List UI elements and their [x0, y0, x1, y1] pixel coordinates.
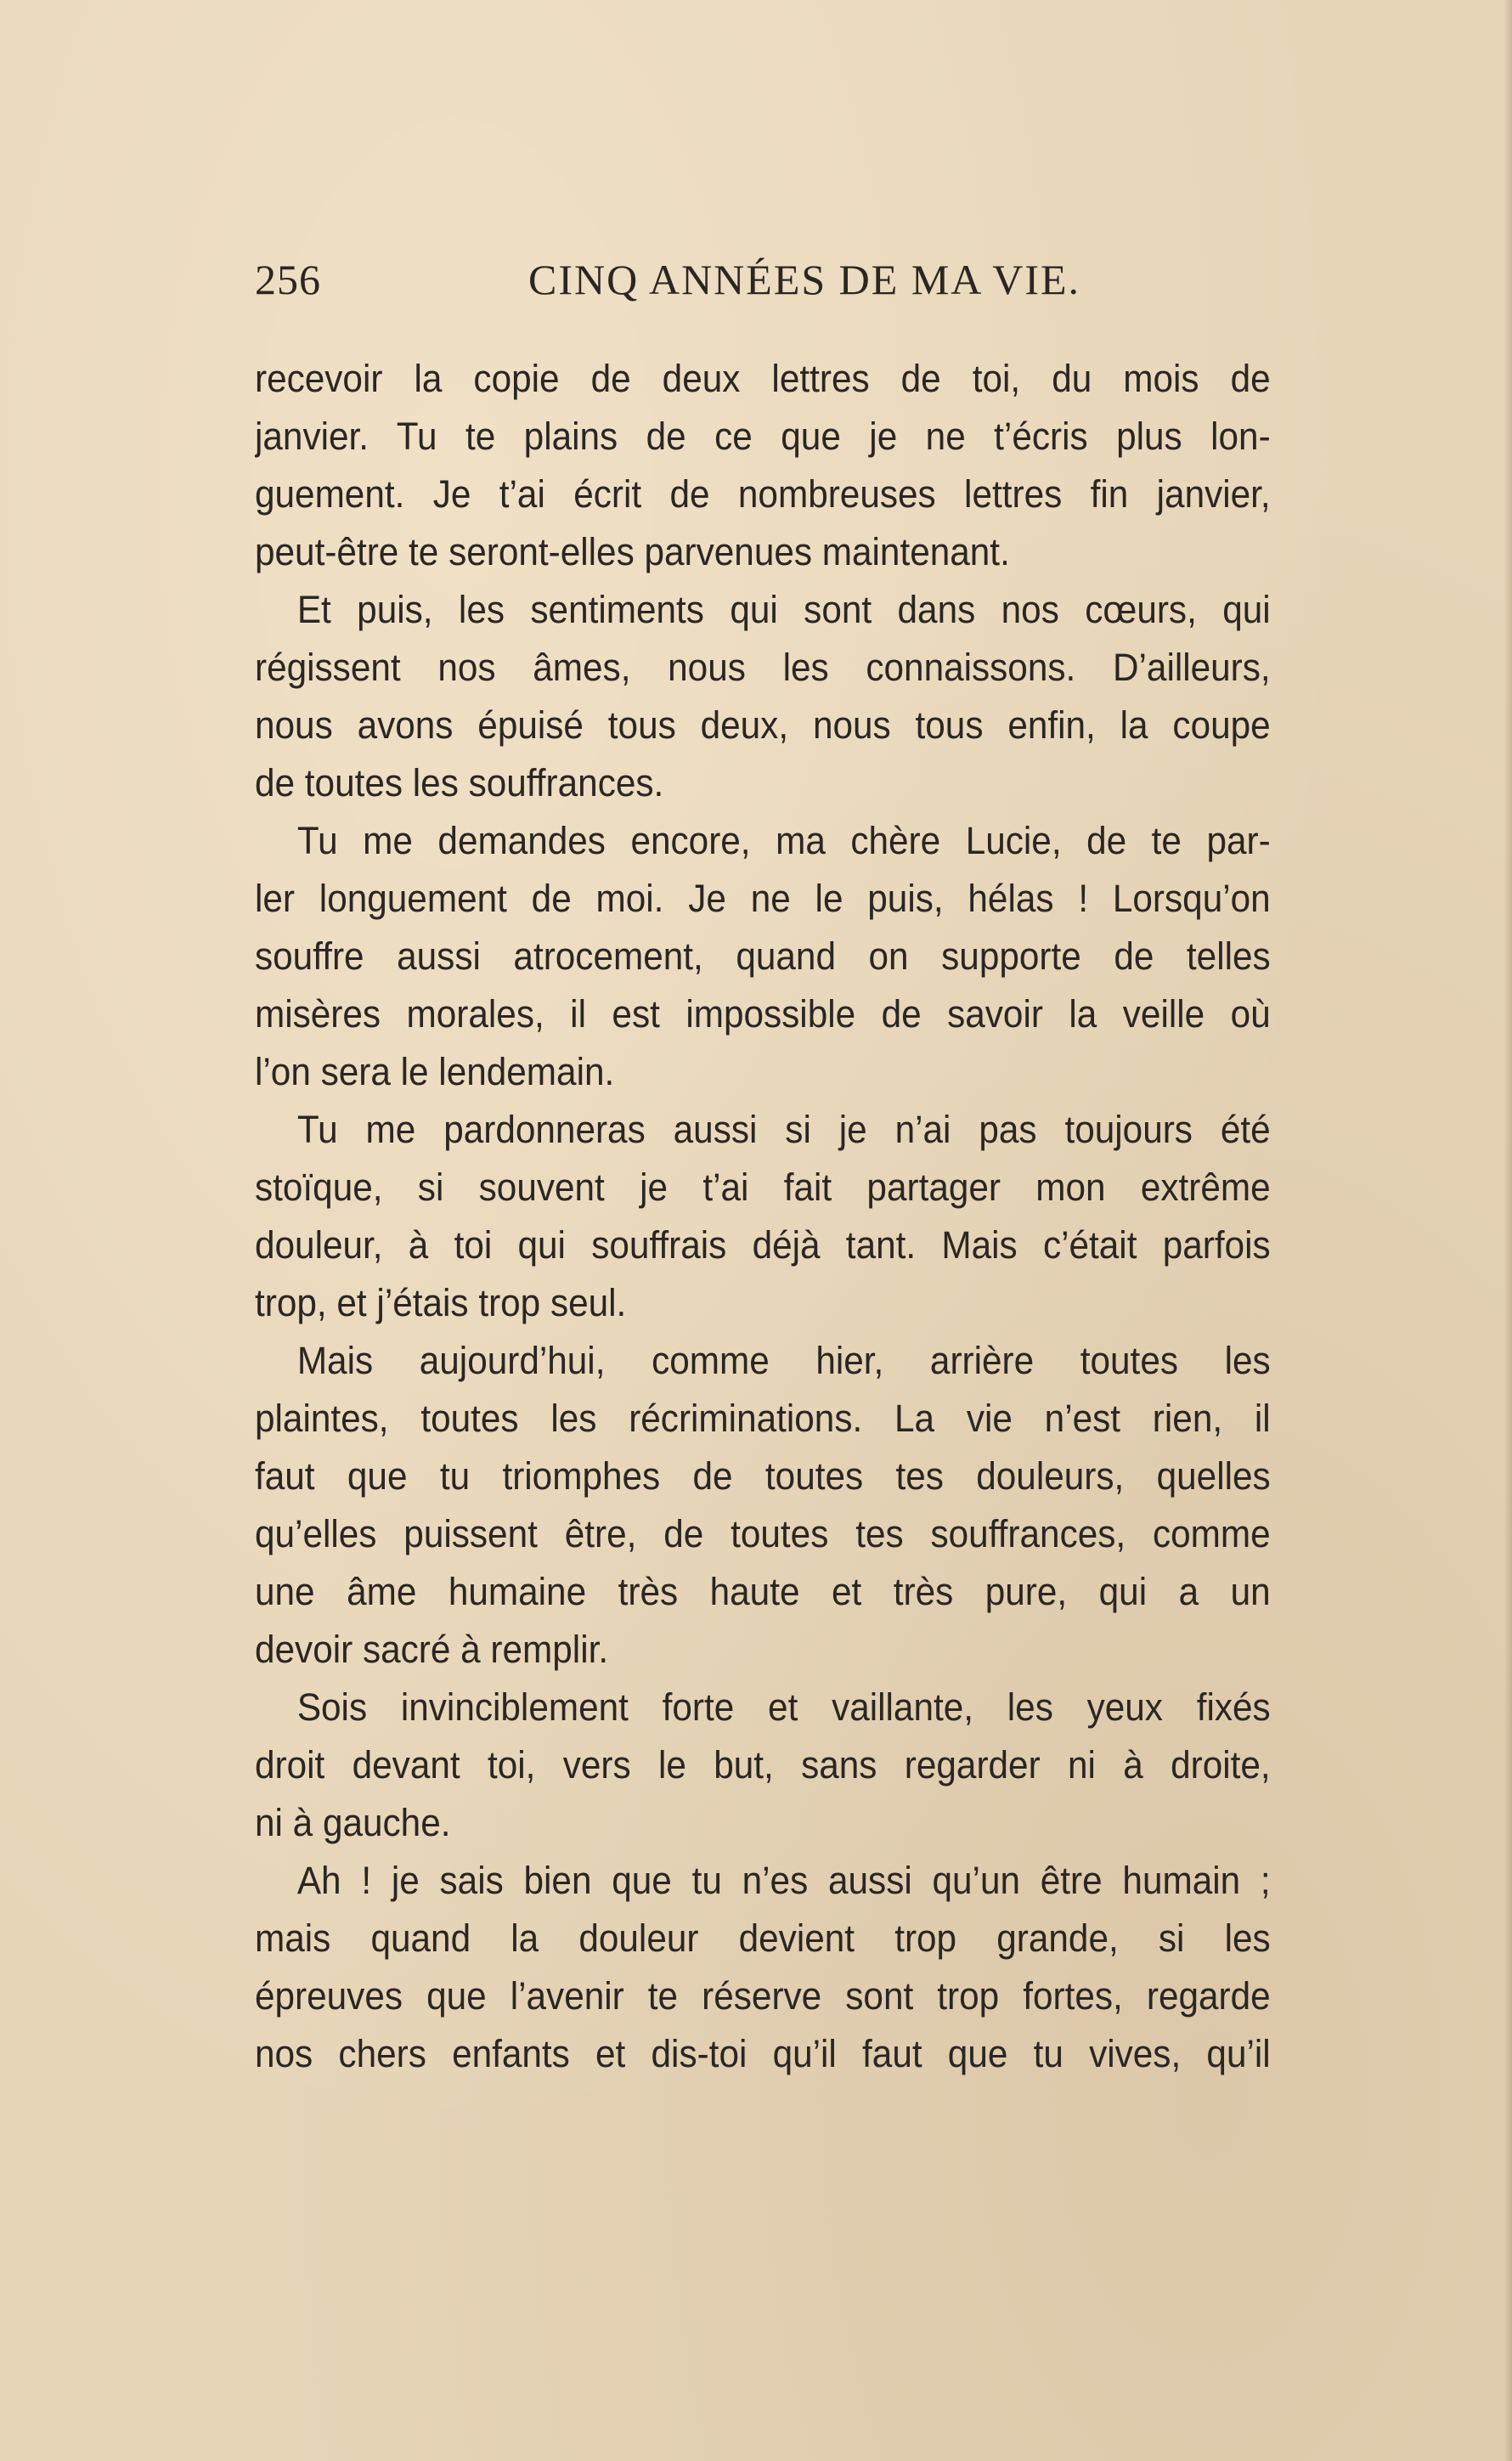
- text-line: souffre aussi atrocement, quand on supporte de telles: [255, 934, 1271, 978]
- text-line: Tu me pardonneras aussi si je n’ai pas toujours été: [296, 1108, 1271, 1151]
- text-line: Tu me demandes encore, ma chère Lucie, de te par-: [296, 819, 1271, 862]
- text-line: guement. Je t’ai écrit de nombreuses lettres fin janvier,: [255, 472, 1271, 516]
- text-line: droit devant toi, vers le but, sans regarder ni à droite,: [255, 1743, 1271, 1786]
- running-title: CINQ ANNÉES DE MA VIE.: [528, 256, 1081, 303]
- running-header: [255, 255, 1335, 306]
- text-line: misères morales, il est impossible de savoir la veille où: [255, 992, 1271, 1036]
- page-edge: [1504, 0, 1512, 2461]
- text-line: l’on sera le lendemain.: [255, 1050, 615, 1093]
- text-line: Et puis, les sentiments qui sont dans nos cœurs, qui: [296, 588, 1271, 631]
- text-line: nos chers enfants et dis-toi qu’il faut que tu vives, qu’il: [255, 2032, 1271, 2075]
- text-line: qu’elles puissent être, de toutes tes souffrances, comme: [255, 1512, 1271, 1555]
- text-line: ni à gauche.: [255, 1801, 451, 1844]
- body-text: [255, 350, 1271, 2083]
- text-line: janvier. Tu te plains de ce que je ne t’écris plus lon-: [255, 415, 1271, 458]
- text-line: Mais aujourd’hui, comme hier, arrière toutes les: [296, 1339, 1271, 1382]
- text-line: de toutes les souffrances.: [255, 761, 664, 804]
- text-line: peut-être te seront-elles parvenues maintenant.: [255, 530, 1010, 573]
- text-line: ler longuement de moi. Je ne le puis, hélas ! Lorsqu’on: [255, 877, 1271, 920]
- text-line: faut que tu triomphes de toutes tes douleurs, quelles: [255, 1454, 1271, 1498]
- page-number: 256: [255, 256, 321, 303]
- text-line: trop, et j’étais trop seul.: [255, 1281, 627, 1324]
- text-line: devoir sacré à remplir.: [255, 1628, 609, 1671]
- text-line: Sois invinciblement forte et vaillante, les yeux fixés: [296, 1685, 1271, 1729]
- text-line: mais quand la douleur devient trop grande, si les: [255, 1916, 1271, 1960]
- text-line: nous avons épuisé tous deux, nous tous enfin, la coupe: [255, 703, 1271, 747]
- text-line: régissent nos âmes, nous les connaissons. D’ailleurs,: [255, 646, 1271, 689]
- text-line: douleur, à toi qui souffrais déjà tant. Mais c’était parfois: [255, 1223, 1271, 1267]
- text-line: une âme humaine très haute et très pure, qui a un: [255, 1570, 1271, 1613]
- text-line: recevoir la copie de deux lettres de toi, du mois de: [255, 357, 1271, 400]
- text-line: plaintes, toutes les récriminations. La vie n’est rien, il: [255, 1397, 1271, 1440]
- text-line: Ah ! je sais bien que tu n’es aussi qu’un être humain ;: [296, 1859, 1271, 1902]
- text-line: stoïque, si souvent je t’ai fait partager mon extrême: [255, 1166, 1271, 1209]
- text-line: épreuves que l’avenir te réserve sont trop fortes, regarde: [255, 1974, 1271, 2018]
